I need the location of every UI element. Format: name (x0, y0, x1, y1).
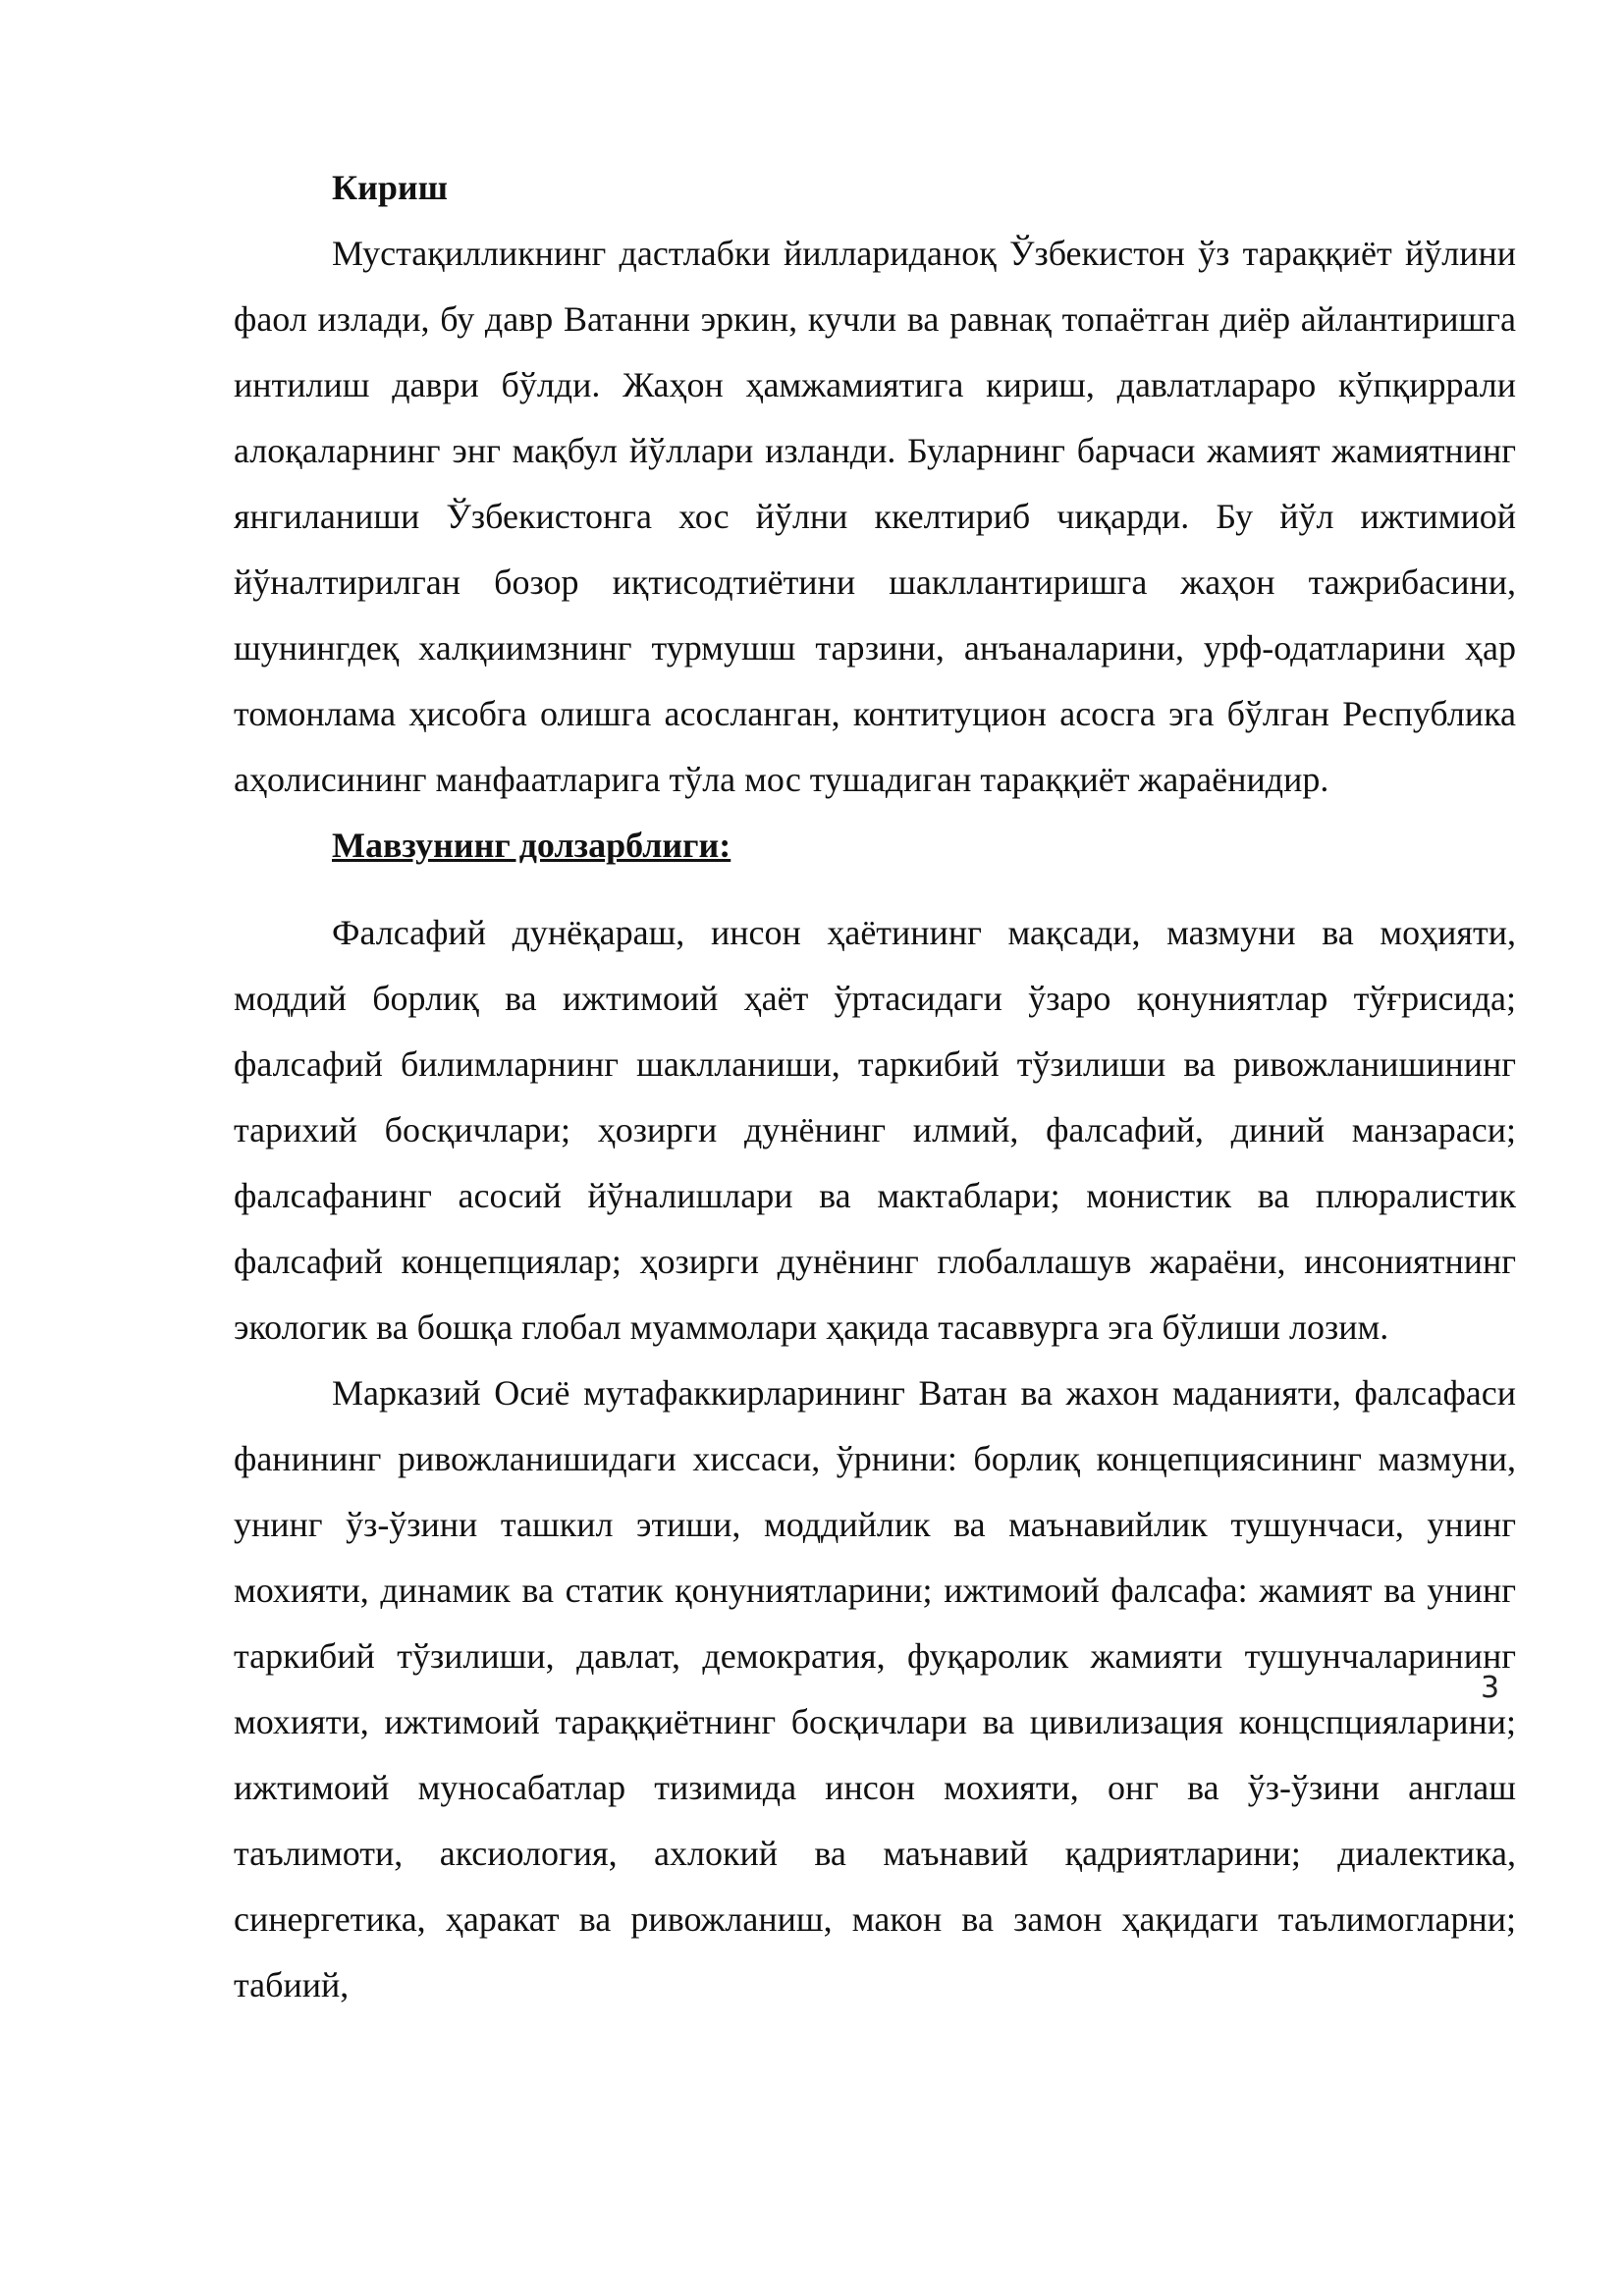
paragraph-intro: Мустақилликнинг дастлабки йиллариданоқ Ўзбекистон ўз тараққиёт йўлини фаол излади, бу давр Ватанни эркин, кучли ва равнақ топаётган диёр айлантиришга интилиш даври бўлди. Жаҳон ҳамжамиятига кириш, давлатлараро кўпқиррали алоқаларнинг энг мақбул йўллари изланди. Буларнинг барчаси жамият жамиятнинг янгиланиши Ўзбекистонга хос йўлни ккелтириб чиқарди. Бу йўл ижтимиой йўналтирилган бозор иқтисодтиётини шакллантиришга жаҳон тажрибасини, шунингдеқ халқиимзнинг турмушш тарзини, анъаналарини, урф-одатларини ҳар томонлама ҳисобга олишга асосланган, контитуцион асосга эга бўлган Республика аҳолисининг манфаатларига тўла мос тушадиган тараққиёт жараёнидир. (234, 234, 1516, 799)
paragraph-relevance-1: Фалсафий дунёқараш, инсон ҳаётининг мақсади, мазмуни ва моҳияти, моддий борлиқ ва ижтимоий ҳаёт ўртасидаги ўзаро қонуниятлар тўғрисида; фалсафий билимларнинг шаклланиши, таркибий тўзилиши ва ривожланишининг тарихий босқичлари; ҳозирги дунёнинг илмий, фалсафий, диний манзараси; фалсафанинг асосий йўналишлари ва мактаблари; монистик ва плюралистик фалсафий концепциялар; ҳозирги дунёнинг глобаллашув жараёни, инсониятнинг экологик ва бошқа глобал муаммолари ҳақида тасаввурга эга бўлиши лозим. (234, 913, 1516, 1347)
page-number: 3 (1481, 1671, 1500, 1705)
paragraph-relevance-2: Марказий Осиё мутафаккирларининг Ватан ва жахон маданияти, фалсафаси фанининг ривожланишидаги хиссаси, ўрнини: борлиқ концепциясининг мазмуни, унинг ўз-ўзини ташкил этиши, моддийлик ва маънавийлик тушунчаси, унинг мохияти, динамик ва статик қонуниятларини; ижтимоий фалсафа: жамият ва унинг таркибий тўзилиши, давлат, демократия, фуқаролик жамияти тушунчаларининг мохияти, ижтимоий тараққиётнинг босқичлари ва цивилизация концспцияларини; ижтимоий муносабатлар тизимида инсон мохияти, онг ва ўз-ўзини англаш таълимоти, аксиология, ахлокий ва маънавий қадриятларини; диалектика, синергетика, ҳаракат ва ривожланиш, макон ва замон ҳақидаги таълимогларни; табиий, (234, 1373, 1516, 2004)
section-heading-intro: Кириш (332, 168, 449, 207)
section-heading-relevance: Мавзунинг долзарблиги: (332, 826, 731, 865)
document-body (234, 155, 1516, 2018)
